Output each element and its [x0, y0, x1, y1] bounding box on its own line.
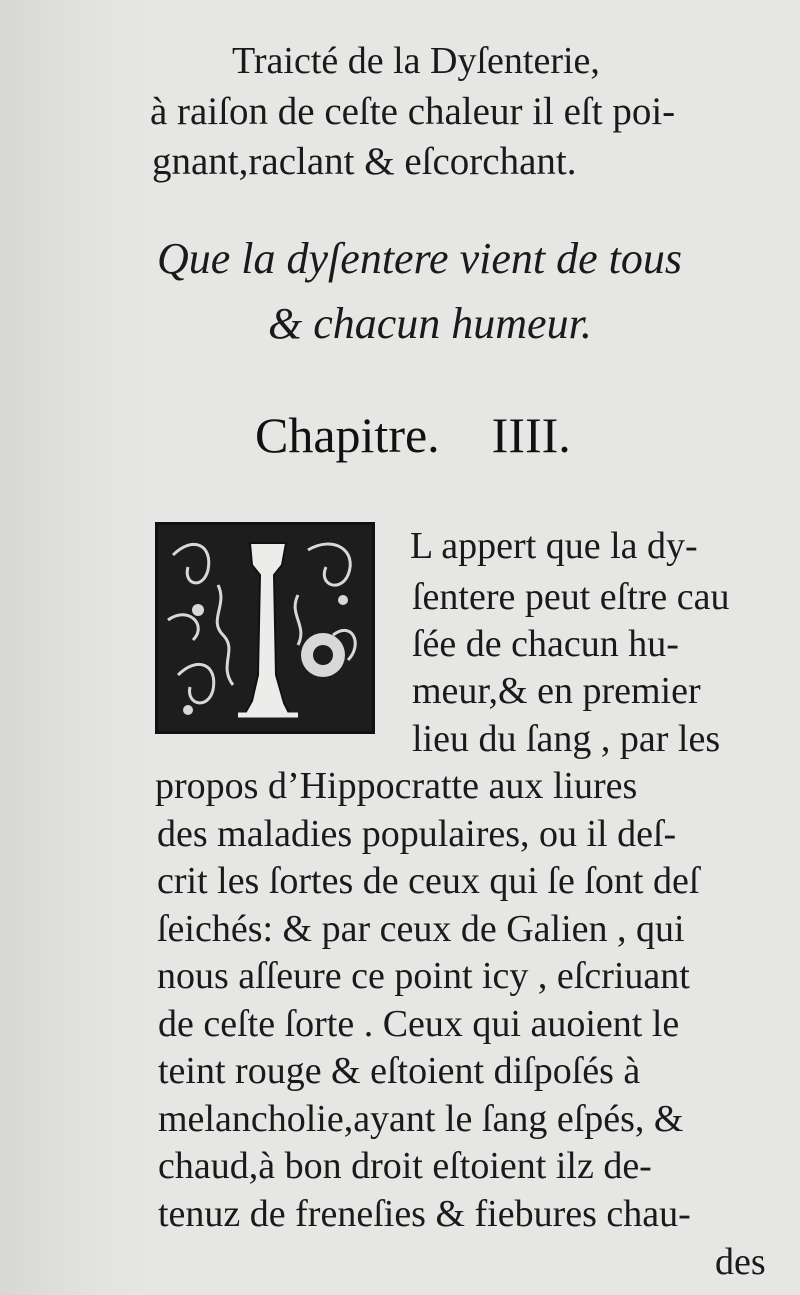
text-line: propos d’Hippocratte aux liures — [155, 765, 638, 807]
text-line: ſée de chacun hu- — [412, 623, 679, 665]
running-head: Traicté de la Dyſenterie, — [232, 40, 600, 82]
text-line: de ceſte ſorte . Ceux qui auoient le — [158, 1003, 680, 1045]
text-line: ſentere peut eſtre cau — [412, 576, 730, 618]
binding-gutter — [0, 0, 150, 1295]
chapter-label: Chapitre. — [255, 407, 440, 463]
chapter-subtitle: & chacun humeur. — [268, 299, 592, 348]
text-line: crit les ſortes de ceux qui ſe ſont deſ — [157, 860, 700, 902]
text-line: gnant,raclant & eſcorchant. — [152, 140, 577, 183]
ornamental-initial-icon — [155, 522, 375, 734]
chapter-heading — [255, 407, 571, 463]
text-line: melancholie,ayant le ſang eſpés, & — [158, 1098, 684, 1140]
text-line: meur,& en premier — [412, 670, 701, 712]
text-line: des maladies populaires, ou il deſ- — [157, 813, 677, 855]
chapter-number: IIII. — [491, 407, 571, 463]
text-line: teint rouge & eſtoient diſpoſés à — [158, 1050, 641, 1092]
text-line: L appert que la dy- — [410, 525, 698, 567]
text-line: nous aſſeure ce point icy , eſcriuant — [157, 955, 690, 997]
text-line: chaud,à bon droit eſtoient ilz de- — [158, 1145, 652, 1187]
text-line: lieu du ſang , par les — [412, 718, 721, 760]
chapter-subtitle: Que la dyſentere vient de tous — [157, 234, 682, 283]
text-line: ſeichés: & par ceux de Galien , qui — [157, 908, 685, 950]
text-line: à raiſon de ceſte chaleur il eſt poi- — [150, 90, 676, 133]
catchword: des — [715, 1241, 766, 1283]
text-line: tenuz de freneſies & fiebures chau- — [158, 1193, 691, 1235]
